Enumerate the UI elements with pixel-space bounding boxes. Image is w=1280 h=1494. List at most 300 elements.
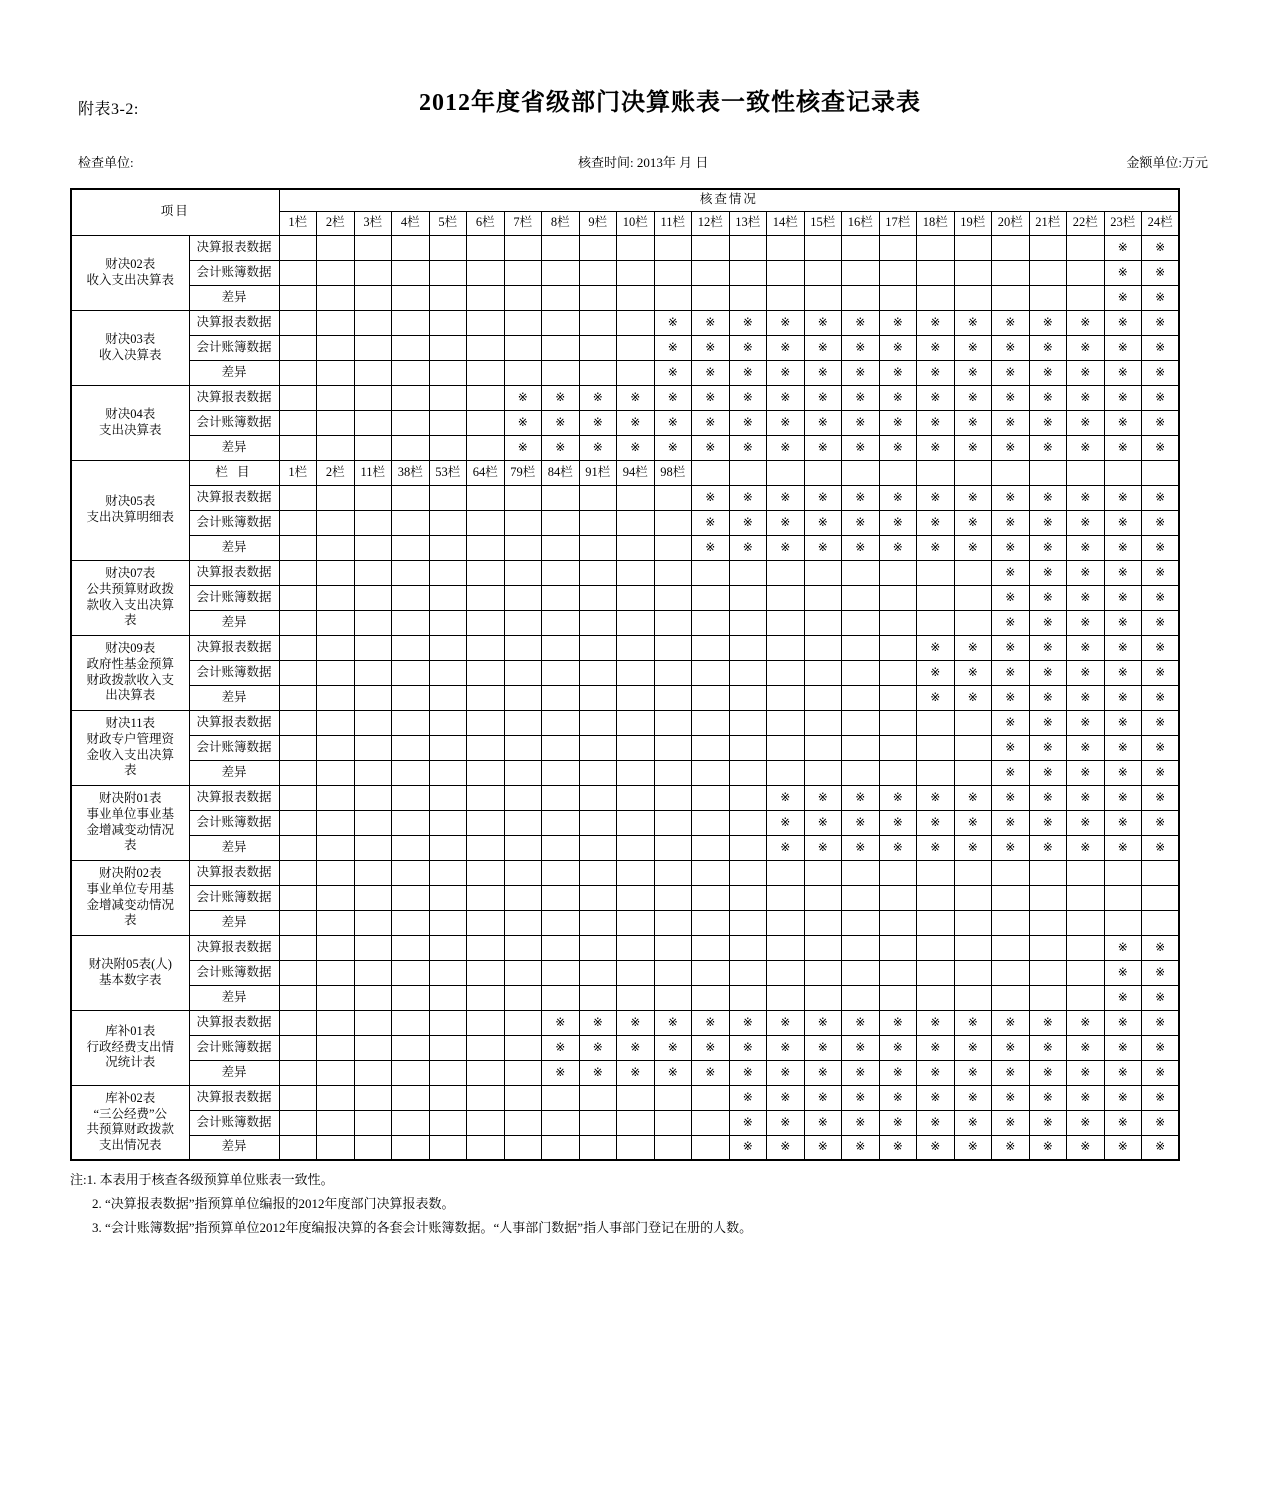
data-cell[interactable] [617, 360, 655, 385]
data-cell[interactable] [954, 1035, 992, 1060]
data-cell[interactable] [654, 335, 692, 360]
data-cell[interactable] [917, 1085, 955, 1110]
data-cell[interactable] [279, 735, 317, 760]
data-cell[interactable] [617, 610, 655, 635]
data-cell[interactable] [992, 485, 1030, 510]
data-cell[interactable] [1104, 260, 1142, 285]
data-cell[interactable] [804, 485, 842, 510]
data-cell[interactable] [354, 735, 392, 760]
data-cell[interactable] [504, 435, 542, 460]
data-cell[interactable] [917, 760, 955, 785]
data-cell[interactable] [1067, 560, 1105, 585]
data-cell[interactable] [842, 760, 880, 785]
data-cell[interactable] [954, 235, 992, 260]
data-cell[interactable] [692, 810, 730, 835]
data-cell[interactable] [579, 635, 617, 660]
data-cell[interactable] [429, 310, 467, 335]
data-cell[interactable] [1142, 1035, 1180, 1060]
data-cell[interactable] [654, 560, 692, 585]
data-cell[interactable] [917, 510, 955, 535]
data-cell[interactable] [954, 435, 992, 460]
data-cell[interactable] [392, 510, 430, 535]
data-cell[interactable] [692, 960, 730, 985]
data-cell[interactable] [317, 935, 355, 960]
data-cell[interactable] [954, 660, 992, 685]
data-cell[interactable] [354, 1110, 392, 1135]
data-cell[interactable] [692, 1010, 730, 1035]
data-cell[interactable] [804, 535, 842, 560]
data-cell[interactable] [692, 760, 730, 785]
data-cell[interactable] [992, 1110, 1030, 1135]
data-cell[interactable] [767, 635, 805, 660]
data-cell[interactable] [879, 335, 917, 360]
data-cell[interactable] [392, 735, 430, 760]
data-cell[interactable] [1067, 1035, 1105, 1060]
data-cell[interactable] [504, 1035, 542, 1060]
data-cell[interactable] [542, 435, 580, 460]
data-cell[interactable] [467, 685, 505, 710]
data-cell[interactable] [354, 510, 392, 535]
data-cell[interactable] [504, 360, 542, 385]
data-cell[interactable] [279, 385, 317, 410]
data-cell[interactable] [879, 385, 917, 410]
data-cell[interactable] [654, 1135, 692, 1160]
data-cell[interactable] [1029, 660, 1067, 685]
data-cell[interactable] [692, 310, 730, 335]
data-cell[interactable] [729, 860, 767, 885]
data-cell[interactable] [879, 485, 917, 510]
data-cell[interactable] [467, 710, 505, 735]
data-cell[interactable] [467, 610, 505, 635]
data-cell[interactable] [692, 510, 730, 535]
data-cell[interactable] [804, 610, 842, 635]
data-cell[interactable] [317, 1110, 355, 1135]
data-cell[interactable] [692, 835, 730, 860]
data-cell[interactable] [617, 385, 655, 410]
data-cell[interactable] [917, 660, 955, 685]
data-cell[interactable] [729, 835, 767, 860]
data-cell[interactable] [429, 635, 467, 660]
data-cell[interactable] [654, 310, 692, 335]
data-cell[interactable] [992, 685, 1030, 710]
data-cell[interactable] [804, 335, 842, 360]
data-cell[interactable] [954, 485, 992, 510]
data-cell[interactable] [954, 1010, 992, 1035]
data-cell[interactable] [1142, 710, 1180, 735]
data-cell[interactable] [842, 385, 880, 410]
data-cell[interactable] [842, 360, 880, 385]
data-cell[interactable] [1029, 235, 1067, 260]
data-cell[interactable] [767, 760, 805, 785]
data-cell[interactable] [992, 335, 1030, 360]
data-cell[interactable] [542, 585, 580, 610]
data-cell[interactable] [1142, 360, 1180, 385]
data-cell[interactable] [1067, 735, 1105, 760]
data-cell[interactable] [579, 535, 617, 560]
data-cell[interactable] [354, 235, 392, 260]
data-cell[interactable] [954, 960, 992, 985]
data-cell[interactable] [1067, 1085, 1105, 1110]
data-cell[interactable] [429, 785, 467, 810]
data-cell[interactable] [804, 960, 842, 985]
data-cell[interactable] [917, 885, 955, 910]
data-cell[interactable] [654, 1010, 692, 1035]
data-cell[interactable] [504, 835, 542, 860]
data-cell[interactable] [842, 1010, 880, 1035]
data-cell[interactable] [467, 1085, 505, 1110]
data-cell[interactable] [767, 810, 805, 835]
data-cell[interactable] [1142, 560, 1180, 585]
data-cell[interactable] [767, 610, 805, 635]
data-cell[interactable] [1104, 960, 1142, 985]
data-cell[interactable] [842, 785, 880, 810]
data-cell[interactable] [767, 685, 805, 710]
data-cell[interactable] [354, 885, 392, 910]
data-cell[interactable] [429, 385, 467, 410]
data-cell[interactable] [542, 1110, 580, 1135]
data-cell[interactable] [579, 435, 617, 460]
data-cell[interactable] [1104, 1085, 1142, 1110]
data-cell[interactable] [542, 1035, 580, 1060]
data-cell[interactable] [767, 785, 805, 810]
data-cell[interactable] [842, 485, 880, 510]
data-cell[interactable] [467, 1010, 505, 1035]
data-cell[interactable] [354, 810, 392, 835]
data-cell[interactable] [917, 935, 955, 960]
data-cell[interactable] [467, 360, 505, 385]
data-cell[interactable] [1029, 485, 1067, 510]
data-cell[interactable] [729, 260, 767, 285]
data-cell[interactable] [654, 785, 692, 810]
data-cell[interactable] [804, 1060, 842, 1085]
data-cell[interactable] [954, 585, 992, 610]
data-cell[interactable] [1142, 585, 1180, 610]
data-cell[interactable] [879, 785, 917, 810]
data-cell[interactable] [504, 735, 542, 760]
data-cell[interactable] [879, 735, 917, 760]
data-cell[interactable] [767, 585, 805, 610]
data-cell[interactable] [654, 835, 692, 860]
data-cell[interactable] [354, 710, 392, 735]
data-cell[interactable] [579, 360, 617, 385]
data-cell[interactable] [917, 435, 955, 460]
data-cell[interactable] [579, 985, 617, 1010]
data-cell[interactable] [1104, 285, 1142, 310]
data-cell[interactable] [1104, 660, 1142, 685]
data-cell[interactable] [1142, 410, 1180, 435]
data-cell[interactable] [317, 335, 355, 360]
data-cell[interactable] [842, 610, 880, 635]
data-cell[interactable] [542, 835, 580, 860]
data-cell[interactable] [392, 485, 430, 510]
data-cell[interactable] [317, 585, 355, 610]
data-cell[interactable] [654, 1085, 692, 1110]
data-cell[interactable] [392, 810, 430, 835]
data-cell[interactable] [504, 260, 542, 285]
data-cell[interactable] [579, 285, 617, 310]
data-cell[interactable] [317, 685, 355, 710]
data-cell[interactable] [1142, 760, 1180, 785]
data-cell[interactable] [392, 535, 430, 560]
data-cell[interactable] [392, 835, 430, 860]
data-cell[interactable] [392, 910, 430, 935]
data-cell[interactable] [1104, 410, 1142, 435]
data-cell[interactable] [617, 785, 655, 810]
data-cell[interactable] [729, 1010, 767, 1035]
data-cell[interactable] [429, 585, 467, 610]
data-cell[interactable] [1029, 385, 1067, 410]
data-cell[interactable] [767, 485, 805, 510]
data-cell[interactable] [842, 860, 880, 885]
data-cell[interactable] [279, 535, 317, 560]
data-cell[interactable] [1067, 860, 1105, 885]
data-cell[interactable] [354, 535, 392, 560]
data-cell[interactable] [804, 860, 842, 885]
data-cell[interactable] [692, 660, 730, 685]
data-cell[interactable] [804, 810, 842, 835]
data-cell[interactable] [392, 760, 430, 785]
data-cell[interactable] [504, 685, 542, 710]
data-cell[interactable] [842, 710, 880, 735]
data-cell[interactable] [1067, 885, 1105, 910]
data-cell[interactable] [354, 560, 392, 585]
data-cell[interactable] [279, 285, 317, 310]
data-cell[interactable] [992, 360, 1030, 385]
data-cell[interactable] [279, 960, 317, 985]
data-cell[interactable] [917, 985, 955, 1010]
data-cell[interactable] [542, 610, 580, 635]
data-cell[interactable] [467, 585, 505, 610]
data-cell[interactable] [392, 1135, 430, 1160]
data-cell[interactable] [392, 285, 430, 310]
data-cell[interactable] [1029, 560, 1067, 585]
data-cell[interactable] [917, 835, 955, 860]
data-cell[interactable] [1067, 310, 1105, 335]
data-cell[interactable] [1067, 435, 1105, 460]
data-cell[interactable] [879, 1035, 917, 1060]
data-cell[interactable] [279, 885, 317, 910]
data-cell[interactable] [467, 785, 505, 810]
data-cell[interactable] [542, 1060, 580, 1085]
data-cell[interactable] [1142, 510, 1180, 535]
data-cell[interactable] [842, 260, 880, 285]
data-cell[interactable] [842, 1085, 880, 1110]
data-cell[interactable] [279, 635, 317, 660]
data-cell[interactable] [504, 285, 542, 310]
data-cell[interactable] [429, 260, 467, 285]
data-cell[interactable] [1067, 1010, 1105, 1035]
data-cell[interactable] [617, 685, 655, 710]
data-cell[interactable] [354, 785, 392, 810]
data-cell[interactable] [1029, 885, 1067, 910]
data-cell[interactable] [954, 985, 992, 1010]
data-cell[interactable] [842, 310, 880, 335]
data-cell[interactable] [392, 660, 430, 685]
data-cell[interactable] [279, 435, 317, 460]
data-cell[interactable] [654, 960, 692, 985]
data-cell[interactable] [504, 1060, 542, 1085]
data-cell[interactable] [692, 410, 730, 435]
data-cell[interactable] [879, 1135, 917, 1160]
data-cell[interactable] [542, 1010, 580, 1035]
data-cell[interactable] [354, 610, 392, 635]
data-cell[interactable] [992, 1035, 1030, 1060]
data-cell[interactable] [429, 285, 467, 310]
data-cell[interactable] [279, 760, 317, 785]
data-cell[interactable] [1142, 635, 1180, 660]
data-cell[interactable] [542, 910, 580, 935]
data-cell[interactable] [804, 760, 842, 785]
data-cell[interactable] [579, 485, 617, 510]
data-cell[interactable] [1104, 385, 1142, 410]
data-cell[interactable] [804, 935, 842, 960]
data-cell[interactable] [992, 935, 1030, 960]
data-cell[interactable] [579, 1035, 617, 1060]
data-cell[interactable] [654, 435, 692, 460]
data-cell[interactable] [354, 360, 392, 385]
data-cell[interactable] [692, 1060, 730, 1085]
data-cell[interactable] [954, 535, 992, 560]
data-cell[interactable] [429, 960, 467, 985]
data-cell[interactable] [354, 1085, 392, 1110]
data-cell[interactable] [317, 535, 355, 560]
data-cell[interactable] [279, 710, 317, 735]
data-cell[interactable] [392, 335, 430, 360]
data-cell[interactable] [579, 860, 617, 885]
data-cell[interactable] [692, 735, 730, 760]
data-cell[interactable] [504, 810, 542, 835]
data-cell[interactable] [617, 260, 655, 285]
data-cell[interactable] [654, 685, 692, 710]
data-cell[interactable] [617, 435, 655, 460]
data-cell[interactable] [467, 760, 505, 785]
data-cell[interactable] [542, 660, 580, 685]
data-cell[interactable] [879, 835, 917, 860]
data-cell[interactable] [542, 335, 580, 360]
data-cell[interactable] [729, 1060, 767, 1085]
data-cell[interactable] [729, 960, 767, 985]
data-cell[interactable] [804, 635, 842, 660]
data-cell[interactable] [1029, 1060, 1067, 1085]
data-cell[interactable] [467, 985, 505, 1010]
data-cell[interactable] [842, 1135, 880, 1160]
data-cell[interactable] [392, 960, 430, 985]
data-cell[interactable] [879, 360, 917, 385]
data-cell[interactable] [842, 285, 880, 310]
data-cell[interactable] [954, 935, 992, 960]
data-cell[interactable] [842, 560, 880, 585]
data-cell[interactable] [542, 260, 580, 285]
data-cell[interactable] [992, 285, 1030, 310]
data-cell[interactable] [1029, 710, 1067, 735]
data-cell[interactable] [692, 710, 730, 735]
data-cell[interactable] [579, 260, 617, 285]
data-cell[interactable] [804, 985, 842, 1010]
data-cell[interactable] [429, 360, 467, 385]
data-cell[interactable] [1067, 385, 1105, 410]
data-cell[interactable] [804, 310, 842, 335]
data-cell[interactable] [1067, 260, 1105, 285]
data-cell[interactable] [842, 535, 880, 560]
data-cell[interactable] [1029, 285, 1067, 310]
data-cell[interactable] [767, 1110, 805, 1135]
data-cell[interactable] [504, 410, 542, 435]
data-cell[interactable] [504, 710, 542, 735]
data-cell[interactable] [654, 510, 692, 535]
data-cell[interactable] [617, 285, 655, 310]
data-cell[interactable] [617, 735, 655, 760]
data-cell[interactable] [1029, 335, 1067, 360]
data-cell[interactable] [1067, 985, 1105, 1010]
data-cell[interactable] [1067, 410, 1105, 435]
data-cell[interactable] [842, 510, 880, 535]
data-cell[interactable] [1142, 935, 1180, 960]
data-cell[interactable] [504, 510, 542, 535]
data-cell[interactable] [842, 885, 880, 910]
data-cell[interactable] [1067, 685, 1105, 710]
data-cell[interactable] [467, 260, 505, 285]
data-cell[interactable] [579, 710, 617, 735]
data-cell[interactable] [1029, 585, 1067, 610]
data-cell[interactable] [467, 810, 505, 835]
data-cell[interactable] [767, 735, 805, 760]
data-cell[interactable] [729, 335, 767, 360]
data-cell[interactable] [542, 235, 580, 260]
data-cell[interactable] [767, 1035, 805, 1060]
data-cell[interactable] [617, 1085, 655, 1110]
data-cell[interactable] [317, 760, 355, 785]
data-cell[interactable] [954, 285, 992, 310]
data-cell[interactable] [692, 910, 730, 935]
data-cell[interactable] [804, 410, 842, 435]
data-cell[interactable] [1104, 485, 1142, 510]
data-cell[interactable] [767, 985, 805, 1010]
data-cell[interactable] [1104, 710, 1142, 735]
data-cell[interactable] [317, 1135, 355, 1160]
data-cell[interactable] [992, 885, 1030, 910]
data-cell[interactable] [1142, 485, 1180, 510]
data-cell[interactable] [354, 835, 392, 860]
data-cell[interactable] [1104, 535, 1142, 560]
data-cell[interactable] [617, 660, 655, 685]
data-cell[interactable] [692, 985, 730, 1010]
data-cell[interactable] [692, 610, 730, 635]
data-cell[interactable] [354, 960, 392, 985]
data-cell[interactable] [992, 535, 1030, 560]
data-cell[interactable] [804, 685, 842, 710]
data-cell[interactable] [767, 435, 805, 460]
data-cell[interactable] [1029, 985, 1067, 1010]
data-cell[interactable] [842, 935, 880, 960]
data-cell[interactable] [504, 910, 542, 935]
data-cell[interactable] [879, 610, 917, 635]
data-cell[interactable] [429, 610, 467, 635]
data-cell[interactable] [617, 585, 655, 610]
data-cell[interactable] [1029, 610, 1067, 635]
data-cell[interactable] [579, 585, 617, 610]
data-cell[interactable] [917, 735, 955, 760]
data-cell[interactable] [1142, 660, 1180, 685]
data-cell[interactable] [617, 910, 655, 935]
data-cell[interactable] [392, 1110, 430, 1135]
data-cell[interactable] [729, 410, 767, 435]
data-cell[interactable] [692, 260, 730, 285]
data-cell[interactable] [317, 1010, 355, 1035]
data-cell[interactable] [692, 385, 730, 410]
data-cell[interactable] [579, 310, 617, 335]
data-cell[interactable] [917, 810, 955, 835]
data-cell[interactable] [579, 960, 617, 985]
